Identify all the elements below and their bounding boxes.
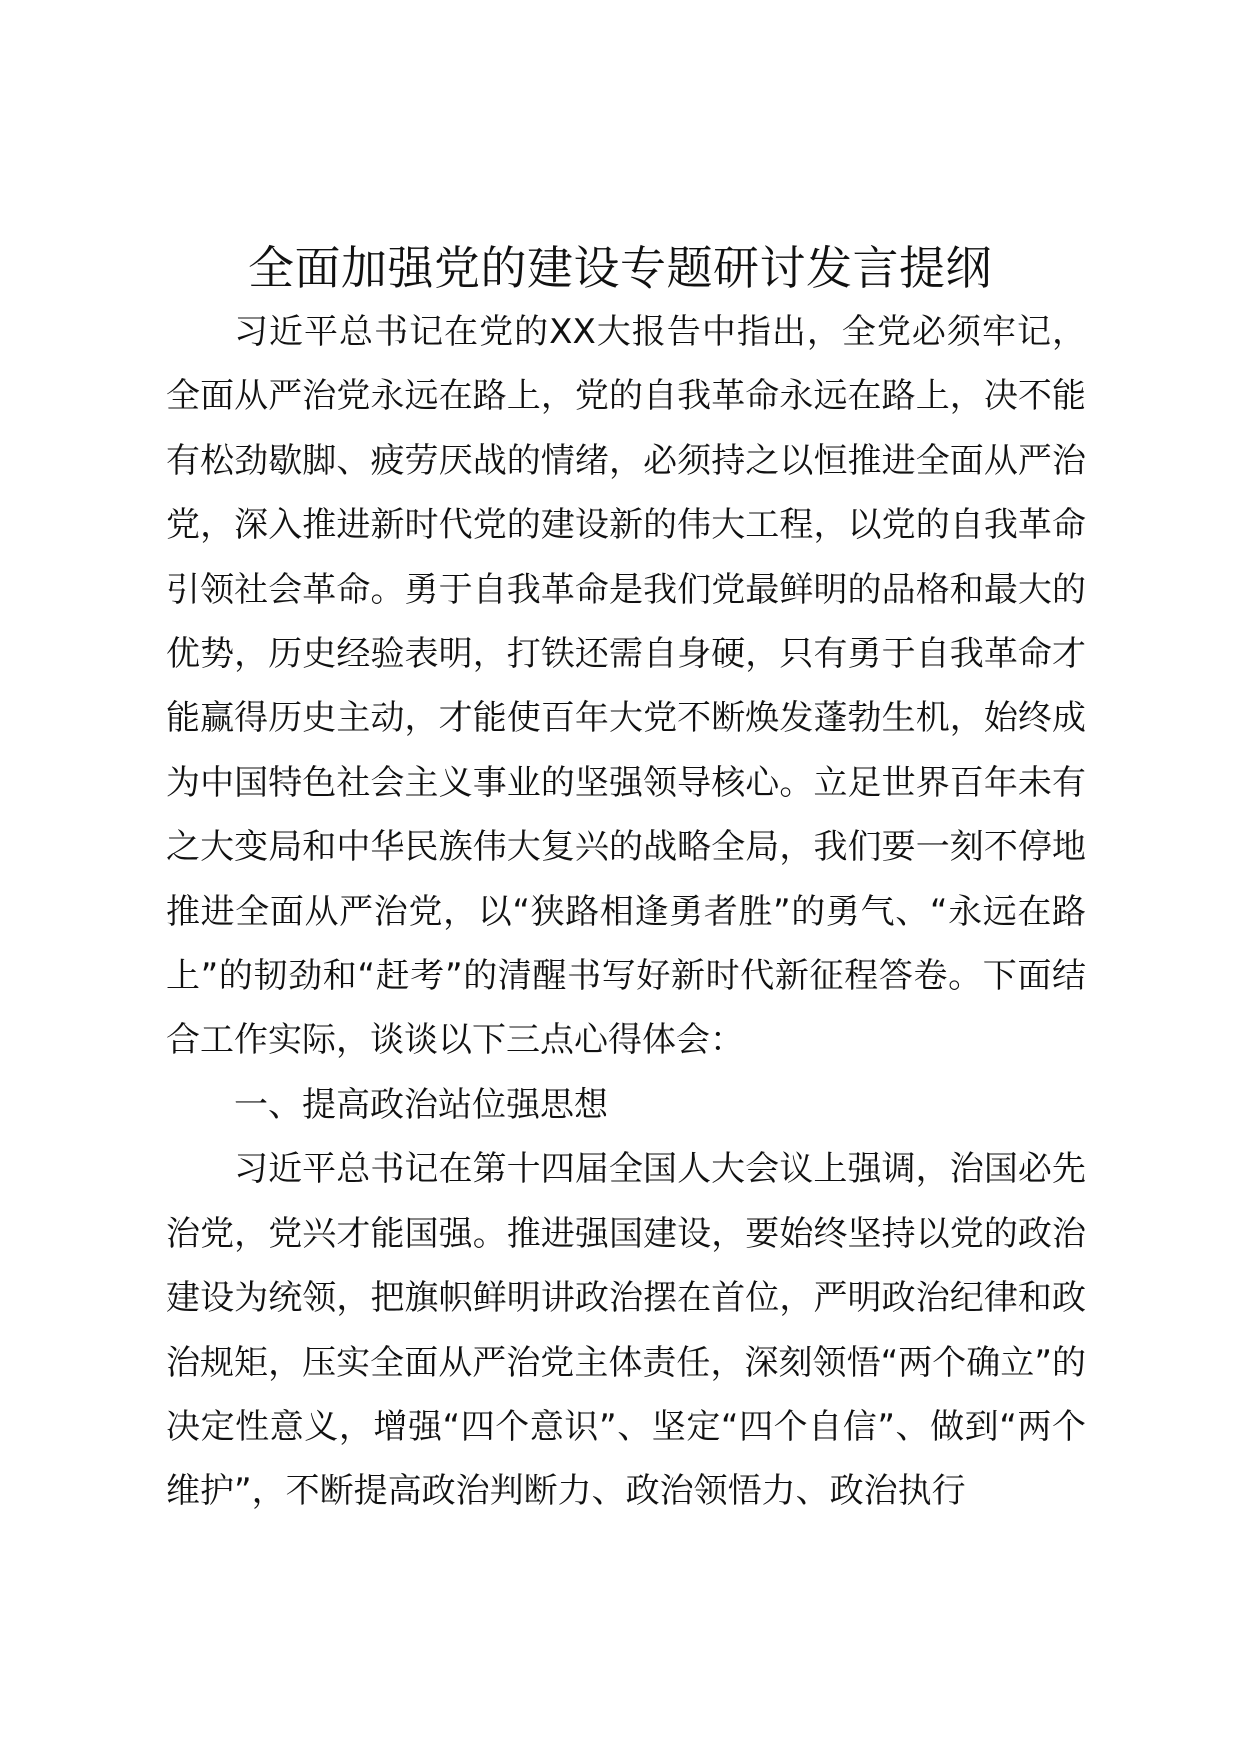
section-paragraph: 习近平总书记在第十四届全国人大会议上强调，治国必先治党，党兴才能国强。推进强国建设，要始终坚持以党的政治建设为统领，把旗帜鲜明讲政治摆在首位，严明政治纪律和政治规矩，压实全面从严治党主体责任，深刻领悟“两个确立”的决定性意义，增强“四个意识”、坚定“四个自信”、做到“两个维护”，不断提高政治判断力、政治领悟力、政治执行 — [166, 1149, 1086, 1512]
section-heading: 一、提高政治站位强思想 — [234, 1084, 608, 1125]
document-title: 全面加强党的建设专题研讨发言提纲 — [248, 241, 992, 295]
intro-paragraph: 习近平总书记在党的XX大报告中指出，全党必须牢记，全面从严治党永远在路上，党的自我革命永远在路上，决不能有松劲歇脚、疲劳厌战的情绪，必须持之以恒推进全面从严治党，深入推进新时代党的建设新的伟大工程，以党的自我革命引领社会革命。勇于自我革命是我们党最鲜明的品格和最大的优势，历史经验表明，打铁还需自身硬，只有勇于自我革命才能赢得历史主动，才能使百年大党不断焕发蓬勃生机，始终成为中国特色社会主义事业的坚强领导核心。立足世界百年未有之大变局和中华民族伟大复兴的战略全局，我们要一刻不停地推进全面从严治党，以“狭路相逢勇者胜”的勇气、“永远在路上”的韧劲和“赶考”的清醒书写好新时代新征程答卷。下面结合工作实际，谈谈以下三点心得体会： — [166, 312, 1086, 1061]
document-body — [166, 300, 1086, 1524]
